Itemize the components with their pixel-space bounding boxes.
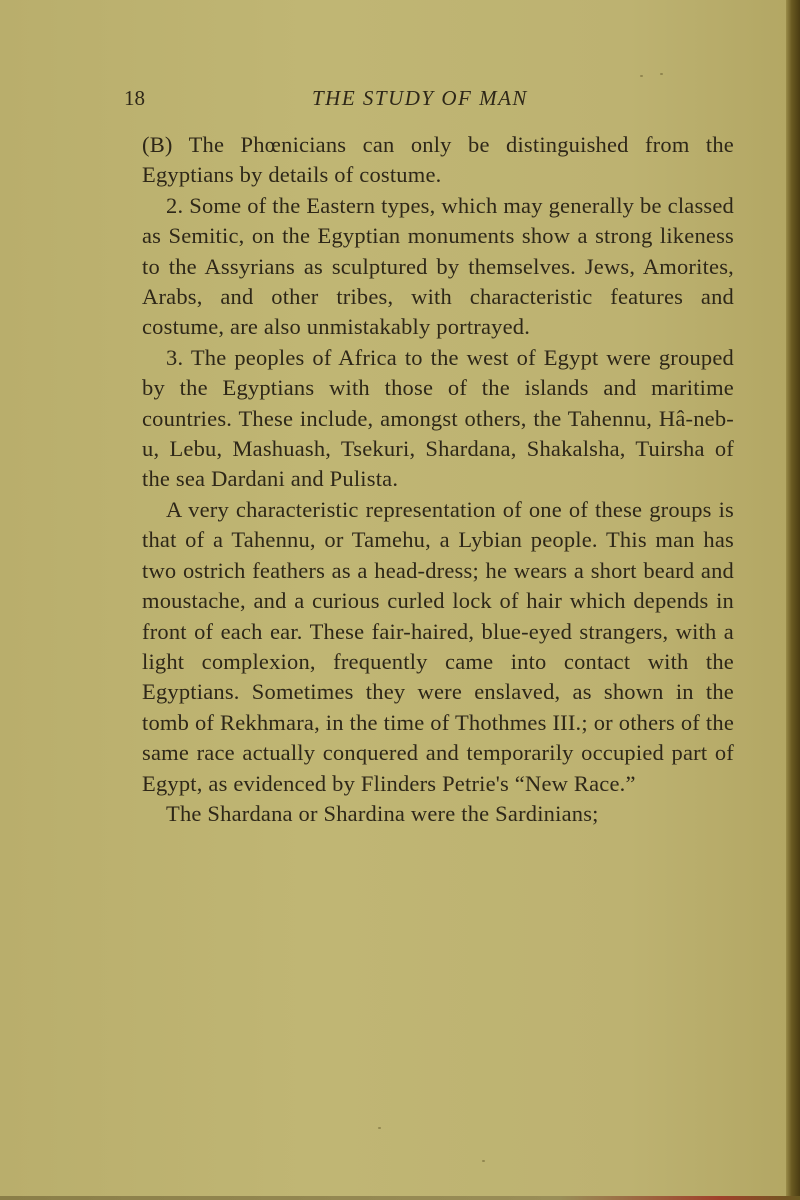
page-header <box>124 86 564 116</box>
page-bottom-edge <box>0 1196 800 1200</box>
paragraph-shardana <box>142 799 734 829</box>
paragraph-section-3 <box>142 343 734 495</box>
paragraph-text: Some of the Eastern types, which may generally be classed as Semitic, on the Egyptian monuments show a strong likeness to the Assyrians as sculptured by themselves. Jews, Amorites, Arabs, and other tribes, with characteristic features and costume, are also unmistakably portrayed. <box>142 192 735 340</box>
paragraph-text: The peoples of Africa to the west of Egypt were grouped by the Egyptians with those of the islands and maritime countries. These include, amongst others, the Tahennu, Hâ-neb-u, Lebu, Mashuash, Tsekuri, Shardana, Shakalsha, Tuirsha of the sea Dardani and Pulista. <box>142 344 734 492</box>
paper-speck <box>378 1127 381 1129</box>
book-spine-edge <box>786 0 800 1200</box>
paper-speck <box>640 75 643 77</box>
section-number: 3. <box>166 344 184 370</box>
paragraph-text: The Shardana or Shardina were the Sardinians; <box>166 800 599 826</box>
paragraph-section-2 <box>142 191 734 343</box>
body-text <box>142 130 734 829</box>
paper-speck <box>482 1160 485 1162</box>
paragraph-label: (B) <box>142 132 173 157</box>
paragraph-text: The Phœnicians can only be distinguished from the Egyptians by details of costume. <box>142 132 734 188</box>
section-number: 2. <box>166 192 184 218</box>
paragraph-tahennu <box>142 495 734 799</box>
running-title: THE STUDY OF MAN <box>312 86 528 110</box>
paragraph-b-phoenicians <box>142 130 734 191</box>
paragraph-text: A very characteristic representation of one of these groups is that of a Tahennu, or Tamehu, a Lybian people. This man has two ostrich feathers as a head-dress; he wears a short beard and moustache, and a curious curled lock of hair which depends in front of each ear. These fair-haired, blue-eyed strangers, with a light complexion, frequently came into contact with the Egyptians. Sometimes they were enslaved, as shown in the tomb of Rekhmara, in the time of Thothmes III.; or others of the same race actually conquered and temporarily occupied part of Egypt, as evidenced by Flinders Petrie's “New Race.” <box>142 496 734 796</box>
paper-speck <box>660 73 663 75</box>
page-number: 18 <box>124 86 145 110</box>
